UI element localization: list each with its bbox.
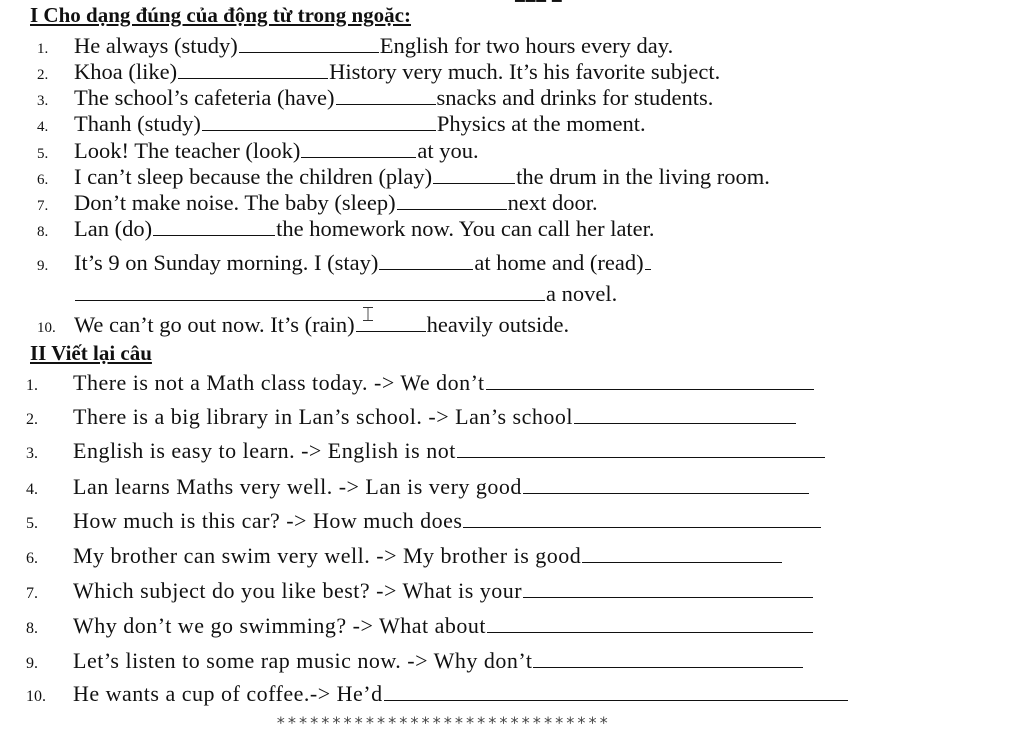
item-number: 2. — [37, 67, 49, 83]
exercise-2-item-1 — [26, 369, 938, 394]
item-text-after: the drum in the living room. — [516, 164, 770, 189]
exercise-1-item-4 — [37, 112, 944, 136]
answer-blank[interactable] — [301, 139, 416, 158]
item-text-before: Don’t make noise. The baby (sleep) — [74, 190, 396, 215]
answer-blank[interactable] — [75, 282, 545, 301]
item-number: 6. — [37, 172, 49, 188]
item-text: English is easy to learn. -> English is not — [73, 438, 456, 463]
exercise-1-item-8 — [37, 217, 944, 241]
item-text-after: Physics at the moment. — [436, 111, 646, 136]
item-number: 8. — [26, 620, 38, 637]
answer-blank[interactable] — [433, 165, 515, 184]
exercise-2-item-8 — [26, 612, 938, 637]
item-text-before: He always (study) — [74, 33, 238, 58]
item-number: 10. — [37, 320, 56, 336]
item-text-continued: a novel. — [546, 281, 618, 306]
item-text-after: at home and (read) — [474, 250, 644, 275]
item-text-after: heavily outside. — [426, 312, 570, 337]
item-text-before: It’s 9 on Sunday morning. I (stay) — [74, 250, 379, 275]
answer-blank[interactable] — [487, 612, 813, 633]
answer-blank[interactable] — [202, 112, 436, 131]
item-text: He wants a cup of coffee.-> He’d — [73, 681, 383, 706]
exercise-1-item-9 — [37, 251, 944, 275]
item-text: Let’s listen to some rap music now. -> Why don’t — [73, 648, 533, 673]
answer-blank[interactable] — [239, 34, 379, 53]
answer-blank[interactable] — [582, 542, 782, 563]
item-text-after: the homework now. You can call her later. — [276, 216, 655, 241]
item-number: 4. — [26, 481, 38, 498]
exercise-2-item-3 — [26, 437, 938, 462]
item-text-after: snacks and drinks for students. — [436, 85, 714, 110]
item-text-before: Khoa (like) — [74, 59, 178, 84]
exercise-2-item-4 — [26, 473, 938, 498]
exercise-2-item-10 — [26, 680, 938, 705]
answer-blank[interactable] — [153, 217, 275, 236]
exercise-1-item-9-continuation — [37, 282, 944, 306]
item-number: 7. — [26, 585, 38, 602]
item-number: 5. — [37, 146, 49, 162]
item-number: 9. — [26, 655, 38, 672]
item-text-after: History very much. It’s his favorite subject. — [329, 59, 721, 84]
item-number: 1. — [37, 41, 49, 57]
item-text-after: at you. — [417, 138, 479, 163]
item-text-before: Look! The teacher (look) — [74, 138, 301, 163]
answer-blank[interactable] — [336, 86, 436, 105]
answer-blank[interactable] — [384, 680, 848, 701]
item-text: There is not a Math class today. -> We don’t — [73, 370, 485, 395]
answer-blank[interactable] — [379, 251, 473, 270]
answer-blank[interactable] — [178, 60, 328, 79]
item-number: 5. — [26, 515, 38, 532]
answer-blank[interactable] — [574, 403, 796, 424]
item-number: 3. — [26, 445, 38, 462]
answer-blank[interactable] — [463, 507, 821, 528]
answer-blank[interactable] — [645, 251, 651, 270]
text-cursor-icon: ⌶ — [362, 304, 374, 326]
exercise-1-item-1 — [37, 34, 944, 58]
item-number: 8. — [37, 224, 49, 240]
exercise-2-item-9 — [26, 647, 938, 672]
cropped-header-remnant: ━━━ ━ — [515, 0, 563, 10]
section-2-title: II Viết lại câu — [30, 341, 152, 365]
item-number: 3. — [37, 93, 49, 109]
exercise-1-item-6 — [37, 165, 944, 189]
exercise-1-item-10 — [37, 313, 944, 337]
item-text-before: Thanh (study) — [74, 111, 201, 136]
item-number: 2. — [26, 411, 38, 428]
item-number: 10. — [26, 688, 46, 705]
footer-star-divider: ****************************** — [276, 713, 610, 732]
item-number: 1. — [26, 377, 38, 394]
exercise-1-item-7 — [37, 191, 944, 215]
item-text-after: next door. — [507, 190, 598, 215]
exercise-2-item-5 — [26, 507, 938, 532]
answer-blank[interactable] — [523, 577, 813, 598]
exercise-2-item-7 — [26, 577, 938, 602]
item-text-before: The school’s cafeteria (have) — [74, 85, 335, 110]
item-number: 6. — [26, 550, 38, 567]
answer-blank[interactable] — [397, 191, 507, 210]
answer-blank[interactable] — [523, 473, 809, 494]
item-text: Why don’t we go swimming? -> What about — [73, 613, 486, 638]
item-text: Lan learns Maths very well. -> Lan is very good — [73, 474, 522, 499]
answer-blank[interactable] — [457, 437, 825, 458]
exercise-1-item-2 — [37, 60, 944, 84]
item-text: How much is this car? -> How much does — [73, 508, 463, 533]
item-text-before: Lan (do) — [74, 216, 153, 241]
item-number: 9. — [37, 258, 49, 274]
item-number: 7. — [37, 198, 49, 214]
exercise-2-item-6 — [26, 542, 938, 567]
item-number: 4. — [37, 119, 49, 135]
answer-blank[interactable] — [486, 369, 814, 390]
item-text-before: I can’t sleep because the children (play) — [74, 164, 433, 189]
section-1-title: I Cho dạng đúng của động từ trong ngoặc: — [30, 3, 411, 27]
item-text: My brother can swim very well. -> My brother is good — [73, 543, 582, 568]
item-text-before: We can’t go out now. It’s (rain) — [74, 312, 355, 337]
item-text-after: English for two hours every day. — [379, 33, 674, 58]
answer-blank[interactable] — [533, 647, 803, 668]
item-text: Which subject do you like best? -> What is your — [73, 578, 523, 603]
exercise-1-item-5 — [37, 139, 944, 163]
item-text: There is a big library in Lan’s school. -> Lan’s school — [73, 404, 573, 429]
exercise-1-item-3 — [37, 86, 944, 110]
exercise-2-item-2 — [26, 403, 938, 428]
